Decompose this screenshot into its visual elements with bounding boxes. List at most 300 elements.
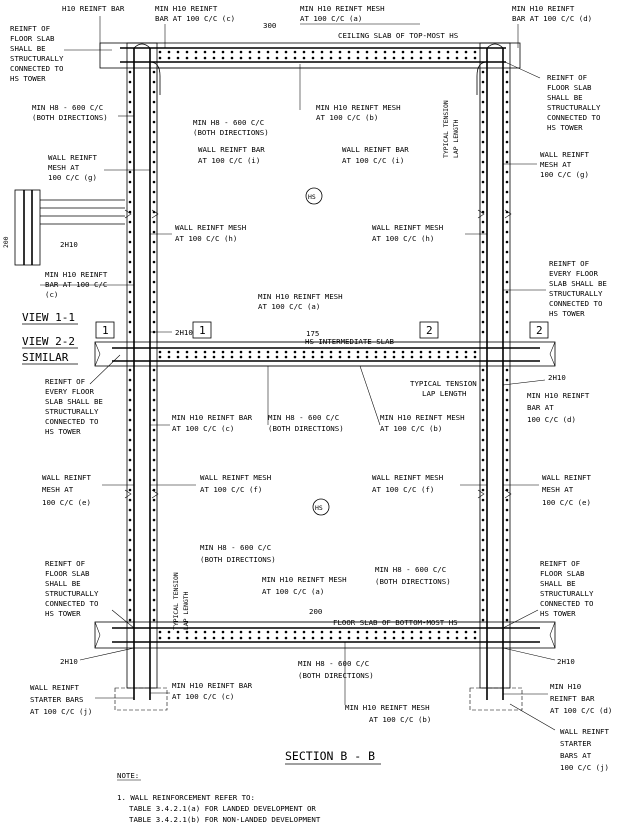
- rebar-dot: [129, 579, 132, 582]
- rebar-dot: [482, 529, 485, 532]
- rebar-dot: [231, 351, 234, 354]
- bot-min-h8-left-1: MIN H8 - 600 C/C: [200, 543, 272, 552]
- rebar-dot: [384, 51, 387, 54]
- rebar-dot: [384, 637, 387, 640]
- rebar-dot: [447, 637, 450, 640]
- rebar-dot: [393, 637, 396, 640]
- rebar-dot: [482, 241, 485, 244]
- rebar-dot: [240, 57, 243, 60]
- rebar-dot: [482, 91, 485, 94]
- top-bar-d-2: BAR AT 100 C/C (d): [512, 14, 593, 23]
- rebar-dot: [204, 631, 207, 634]
- rebar-dot: [276, 57, 279, 60]
- rebar-dot: [312, 51, 315, 54]
- rebar-dot: [384, 351, 387, 354]
- wall-mesh-h-right-2: AT 100 C/C (h): [372, 234, 435, 243]
- bot-right-floor-slab-5: CONNECTED TO: [540, 599, 594, 608]
- mid-bar-c-1: MIN H10 REINFT BAR: [172, 413, 253, 422]
- wall-mesh-e-right-2: MESH AT: [542, 485, 574, 494]
- rebar-dot: [231, 356, 234, 359]
- rebar-dot: [195, 351, 198, 354]
- rebar-dot: [153, 241, 156, 244]
- rebar-dot: [153, 439, 156, 442]
- rebar-dot: [482, 231, 485, 234]
- wall-mesh-f-left-2: AT 100 C/C (f): [200, 485, 263, 494]
- rebar-dot: [267, 351, 270, 354]
- rebar-dot: [321, 356, 324, 359]
- rebar-dot: [506, 291, 509, 294]
- rebar-dot: [456, 637, 459, 640]
- rebar-dot: [153, 171, 156, 174]
- rebar-dot: [465, 631, 468, 634]
- rebar-dot: [506, 369, 509, 372]
- rebar-dot: [482, 131, 485, 134]
- rebar-dot: [129, 261, 132, 264]
- rebar-dot: [129, 111, 132, 114]
- bot-left-floor-slab-6: HS TOWER: [45, 609, 81, 618]
- rebar-dot: [482, 281, 485, 284]
- rebar-dot: [348, 637, 351, 640]
- rebar-dot: [312, 356, 315, 359]
- top-left-floor-slab-1: REINFT OF: [10, 24, 51, 33]
- wall-mesh-e-left-1: WALL REINFT: [42, 473, 91, 482]
- rebar-dot: [482, 409, 485, 412]
- rebar-dot: [129, 271, 132, 274]
- rebar-dot: [267, 356, 270, 359]
- rebar-dot: [249, 351, 252, 354]
- rebar-dot: [465, 637, 468, 640]
- rebar-dot: [506, 549, 509, 552]
- bot-mesh-b-1: MIN H10 REINFT MESH: [345, 703, 430, 712]
- rebar-dot: [129, 251, 132, 254]
- rebar-dot: [482, 569, 485, 572]
- bot-left-floor-slab-5: CONNECTED TO: [45, 599, 99, 608]
- rebar-dot: [153, 301, 156, 304]
- rebar-dot: [129, 311, 132, 314]
- rebar-dot: [366, 51, 369, 54]
- rebar-dot: [153, 321, 156, 324]
- rebar-dot: [402, 631, 405, 634]
- rebar-dot: [348, 356, 351, 359]
- rebar-dot: [384, 57, 387, 60]
- rebar-dot: [339, 356, 342, 359]
- rebar-dot: [168, 351, 171, 354]
- rebar-dot: [456, 351, 459, 354]
- rebar-dot: [249, 637, 252, 640]
- rebar-dot: [129, 479, 132, 482]
- rebar-dot: [177, 637, 180, 640]
- bot-mesh-a-1: MIN H10 REINFT MESH: [262, 575, 347, 584]
- rebar-dot: [285, 57, 288, 60]
- rebar-dot: [129, 529, 132, 532]
- rebar-dot: [506, 321, 509, 324]
- rebar-dot: [506, 121, 509, 124]
- rebar-dot: [129, 559, 132, 562]
- rebar-dot: [168, 356, 171, 359]
- rebar-dot: [506, 619, 509, 622]
- rebar-dot: [321, 631, 324, 634]
- rebar-dot: [482, 369, 485, 372]
- rebar-dot: [129, 291, 132, 294]
- every-floor-left-4: STRUCTURALLY: [45, 407, 99, 416]
- rebar-dot: [153, 221, 156, 224]
- rebar-dot: [276, 351, 279, 354]
- rebar-dot: [438, 631, 441, 634]
- rebar-dot: [482, 301, 485, 304]
- every-floor-right-2: EVERY FLOOR: [549, 269, 598, 278]
- rebar-dot: [330, 637, 333, 640]
- bot-right-floor-slab-4: STRUCTURALLY: [540, 589, 594, 598]
- rebar-dot: [429, 637, 432, 640]
- rebar-dot: [186, 51, 189, 54]
- rebar-dot: [213, 631, 216, 634]
- rebar-dot: [447, 351, 450, 354]
- rebar-dot: [129, 331, 132, 334]
- bottom-annotations: [30, 543, 612, 772]
- rebar-dot: [411, 351, 414, 354]
- rebar-dot: [153, 569, 156, 572]
- rebar-dot: [393, 351, 396, 354]
- view-mark-2-right: 2: [536, 324, 543, 337]
- rebar-dot: [506, 509, 509, 512]
- rebar-dot: [465, 51, 468, 54]
- rebar-dot: [129, 499, 132, 502]
- rebar-dot: [429, 631, 432, 634]
- rebar-dot: [482, 81, 485, 84]
- rebar-dot: [303, 351, 306, 354]
- rebar-dot: [357, 637, 360, 640]
- rebar-dot: [312, 57, 315, 60]
- rebar-dot: [195, 57, 198, 60]
- rebar-dot: [249, 631, 252, 634]
- rebar-dot: [153, 81, 156, 84]
- rebar-dot: [153, 619, 156, 622]
- rebar-dot: [267, 51, 270, 54]
- rebar-dot: [153, 141, 156, 144]
- rebar-dot: [294, 57, 297, 60]
- rebar-dot: [321, 51, 324, 54]
- rebar-dot: [411, 57, 414, 60]
- top-annotations: [10, 4, 607, 318]
- rebar-dot: [393, 356, 396, 359]
- rebar-dot: [204, 57, 207, 60]
- top-min-h8-left-2: (BOTH DIRECTIONS): [32, 113, 108, 122]
- rebar-dot: [153, 539, 156, 542]
- top-min-h8-center-2: (BOTH DIRECTIONS): [193, 128, 269, 137]
- rebar-dot: [153, 369, 156, 372]
- rebar-dot: [159, 631, 162, 634]
- rebar-dot: [240, 637, 243, 640]
- rebar-dot: [129, 191, 132, 194]
- rebar-dot: [482, 181, 485, 184]
- rebar-dot: [129, 301, 132, 304]
- bot-bar-d-3: AT 100 C/C (d): [550, 706, 613, 715]
- rebar-dot: [153, 579, 156, 582]
- rebar-dot: [129, 71, 132, 74]
- rebar-dot: [482, 559, 485, 562]
- rebar-dot: [303, 631, 306, 634]
- rebar-dot: [213, 356, 216, 359]
- rebar-dot: [447, 356, 450, 359]
- rebar-dot: [153, 499, 156, 502]
- rebar-dot: [177, 631, 180, 634]
- rebar-dot: [506, 389, 509, 392]
- rebar-dot: [482, 331, 485, 334]
- rebar-dot: [506, 499, 509, 502]
- rebar-dot: [366, 351, 369, 354]
- rebar-dot: [348, 51, 351, 54]
- rebar-dot: [506, 569, 509, 572]
- rebar-dot: [186, 57, 189, 60]
- top-mesh-b-1: MIN H10 REINFT MESH: [316, 103, 401, 112]
- rebar-dot: [482, 579, 485, 582]
- rebar-dot: [402, 51, 405, 54]
- rebar-dot: [393, 51, 396, 54]
- rebar-dot: [506, 171, 509, 174]
- every-floor-right-4: STRUCTURALLY: [549, 289, 603, 298]
- rebar-dot: [153, 549, 156, 552]
- rebar-dot: [153, 429, 156, 432]
- rebar-dot: [159, 351, 162, 354]
- every-floor-right-6: HS TOWER: [549, 309, 585, 318]
- rebar-dot: [312, 637, 315, 640]
- wall-bar-i-right-2: AT 100 C/C (i): [342, 156, 405, 165]
- bottom-slab-label: FLOOR SLAB OF BOTTOM-MOST HS: [333, 618, 458, 627]
- rebar-dot: [402, 351, 405, 354]
- rebar-dot: [240, 51, 243, 54]
- rebar-dot: [456, 57, 459, 60]
- rebar-dot: [303, 57, 306, 60]
- wall-mesh-e-right-3: 100 C/C (e): [542, 498, 591, 507]
- rebar-dot: [506, 261, 509, 264]
- mid-min-h8-1: MIN H8 - 600 C/C: [268, 413, 340, 422]
- rebar-dot: [153, 201, 156, 204]
- rebar-dot: [438, 356, 441, 359]
- wall-mesh-g-left-2: MESH AT: [48, 163, 80, 172]
- middle-annotations: [42, 292, 591, 515]
- rebar-dot: [204, 637, 207, 640]
- rebar-dot: [366, 631, 369, 634]
- rebar-dot: [153, 251, 156, 254]
- rebar-dot: [153, 151, 156, 154]
- rebar-dot: [482, 429, 485, 432]
- rebar-dot: [339, 637, 342, 640]
- rebar-dot: [506, 241, 509, 244]
- rebar-dot: [506, 311, 509, 314]
- top-right-floor-slab-1: REINFT OF: [547, 73, 588, 82]
- rebar-dot: [195, 631, 198, 634]
- rebar-dot: [153, 559, 156, 562]
- rebar-dot: [129, 449, 132, 452]
- rebar-dot: [482, 599, 485, 602]
- view-mark-1-center: 1: [199, 324, 206, 337]
- rebar-dot: [506, 301, 509, 304]
- rebar-dot: [321, 637, 324, 640]
- rebar-dot: [506, 409, 509, 412]
- wall-starter-right-3: BARS AT: [560, 751, 592, 760]
- rebar-dot: [482, 489, 485, 492]
- bot-min-h8-right-1: MIN H8 - 600 C/C: [375, 565, 447, 574]
- rebar-dot: [204, 356, 207, 359]
- every-floor-left-5: CONNECTED TO: [45, 417, 99, 426]
- rebar-dot: [153, 131, 156, 134]
- rebar-dot: [506, 231, 509, 234]
- every-floor-left-2: EVERY FLOOR: [45, 387, 94, 396]
- bot-mesh-b-2: AT 100 C/C (b): [369, 715, 432, 724]
- wall-starter-right-4: 100 C/C (j): [560, 763, 609, 772]
- rebar-dot: [240, 356, 243, 359]
- rebar-dot: [129, 151, 132, 154]
- top-mesh-a-1: MIN H10 REINFT MESH: [300, 4, 385, 13]
- dim-175: 175: [306, 329, 320, 338]
- rebar-dot: [195, 356, 198, 359]
- rebar-dot: [231, 51, 234, 54]
- reinforcement-lines: [95, 44, 555, 700]
- rebar-dot: [411, 356, 414, 359]
- rebar-dot: [129, 619, 132, 622]
- rebar-dot: [153, 121, 156, 124]
- rebar-dot: [153, 459, 156, 462]
- rebar-dot: [456, 51, 459, 54]
- rebar-dot: [506, 131, 509, 134]
- wall-mesh-h-left-1: WALL REINFT MESH: [175, 223, 247, 232]
- rebar-dot: [153, 281, 156, 284]
- note-heading: NOTE:: [117, 771, 140, 780]
- rebar-dot: [465, 351, 468, 354]
- rebar-dot: [177, 351, 180, 354]
- rebar-dot: [429, 351, 432, 354]
- top-left-floor-slab-6: HS TOWER: [10, 74, 46, 83]
- rebar-dot: [303, 51, 306, 54]
- rebar-dot: [482, 469, 485, 472]
- rebar-dot: [482, 261, 485, 264]
- rebar-dot: [186, 351, 189, 354]
- rebar-dot: [258, 637, 261, 640]
- rebar-dot: [249, 57, 252, 60]
- rebar-dot: [375, 51, 378, 54]
- rebar-dot: [384, 356, 387, 359]
- rebar-dot: [240, 351, 243, 354]
- rebar-dot: [129, 539, 132, 542]
- top-right-floor-slab-2: FLOOR SLAB: [547, 83, 592, 92]
- mid-bar-d-3: 100 C/C (d): [527, 415, 576, 424]
- rebar-dot: [456, 356, 459, 359]
- rebar-dot: [258, 631, 261, 634]
- rebar-dot: [506, 101, 509, 104]
- rebar-dot: [357, 57, 360, 60]
- rebar-dot: [204, 51, 207, 54]
- view-2-2-similar: SIMILAR: [22, 351, 69, 364]
- rebar-dot: [129, 211, 132, 214]
- rebar-dot: [438, 57, 441, 60]
- hs-label-middle: HS: [315, 504, 323, 512]
- rebar-dot: [429, 51, 432, 54]
- rebar-dot: [153, 489, 156, 492]
- rebar-dot: [213, 57, 216, 60]
- rebar-dot: [375, 356, 378, 359]
- rebar-dot: [129, 141, 132, 144]
- rebar-dot: [330, 351, 333, 354]
- mid-mesh-a-2: AT 100 C/C (a): [258, 302, 321, 311]
- rebar-dot: [294, 637, 297, 640]
- rebar-dot: [129, 429, 132, 432]
- view-2-2-title: VIEW 2-2: [22, 335, 75, 348]
- rebar-dot: [129, 161, 132, 164]
- rebar-dot: [303, 637, 306, 640]
- rebar-dot: [153, 449, 156, 452]
- rebar-dot: [429, 356, 432, 359]
- top-right-floor-slab-4: STRUCTURALLY: [547, 103, 601, 112]
- every-floor-left-6: HS TOWER: [45, 427, 81, 436]
- bot-min-h8-left-2: (BOTH DIRECTIONS): [200, 555, 276, 564]
- rebar-dot: [129, 369, 132, 372]
- rebar-dot: [506, 449, 509, 452]
- rebar-dot: [482, 619, 485, 622]
- rebar-dot: [159, 637, 162, 640]
- rebar-dot: [506, 469, 509, 472]
- rebar-dot: [420, 637, 423, 640]
- rebar-dot: [153, 191, 156, 194]
- rebar-dot: [474, 351, 477, 354]
- rebar-dot: [482, 609, 485, 612]
- rebar-dot: [129, 509, 132, 512]
- rebar-dot: [465, 57, 468, 60]
- rebar-dot: [153, 529, 156, 532]
- rebar-dot: [330, 356, 333, 359]
- hs-label-top: HS: [308, 193, 316, 201]
- rebar-dot: [482, 271, 485, 274]
- rebar-dot: [506, 181, 509, 184]
- mid-two-h10-right: 2H10: [548, 373, 566, 382]
- top-left-floor-slab-4: STRUCTURALLY: [10, 54, 64, 63]
- rebar-dot: [366, 637, 369, 640]
- rebar-dot: [420, 351, 423, 354]
- rebar-dot: [276, 51, 279, 54]
- rebar-dot: [474, 637, 477, 640]
- rebar-dot: [276, 637, 279, 640]
- rebar-dot: [129, 389, 132, 392]
- rebar-dot: [195, 637, 198, 640]
- rebar-dot: [420, 51, 423, 54]
- rebar-dot: [249, 356, 252, 359]
- rebar-dot: [153, 91, 156, 94]
- rebar-dot: [294, 356, 297, 359]
- wall-mesh-g-right-3: 100 C/C (g): [540, 170, 589, 179]
- rebar-dot: [153, 101, 156, 104]
- section-title: SECTION B - B: [285, 749, 376, 763]
- dim-300: 300: [263, 21, 277, 30]
- bot-mesh-a-2: AT 100 C/C (a): [262, 587, 325, 596]
- rebar-dot: [384, 631, 387, 634]
- rebar-dot: [375, 351, 378, 354]
- rebar-dot: [482, 161, 485, 164]
- rebar-dot: [285, 631, 288, 634]
- rebar-dot: [222, 631, 225, 634]
- rebar-dot: [482, 419, 485, 422]
- rebar-dot: [506, 429, 509, 432]
- rebar-dot: [482, 589, 485, 592]
- top-left-floor-slab-2: FLOOR SLAB: [10, 34, 55, 43]
- rebar-dot: [222, 57, 225, 60]
- mid-typical-tension-2: LAP LENGTH: [422, 389, 467, 398]
- rebar-dot: [375, 57, 378, 60]
- rebar-dot: [129, 171, 132, 174]
- bot-right-floor-slab-6: HS TOWER: [540, 609, 576, 618]
- mid-bar-c-2: AT 100 C/C (c): [172, 424, 235, 433]
- wall-mesh-g-right-1: WALL REINFT: [540, 150, 589, 159]
- rebar-dot: [506, 589, 509, 592]
- rebar-dot: [159, 57, 162, 60]
